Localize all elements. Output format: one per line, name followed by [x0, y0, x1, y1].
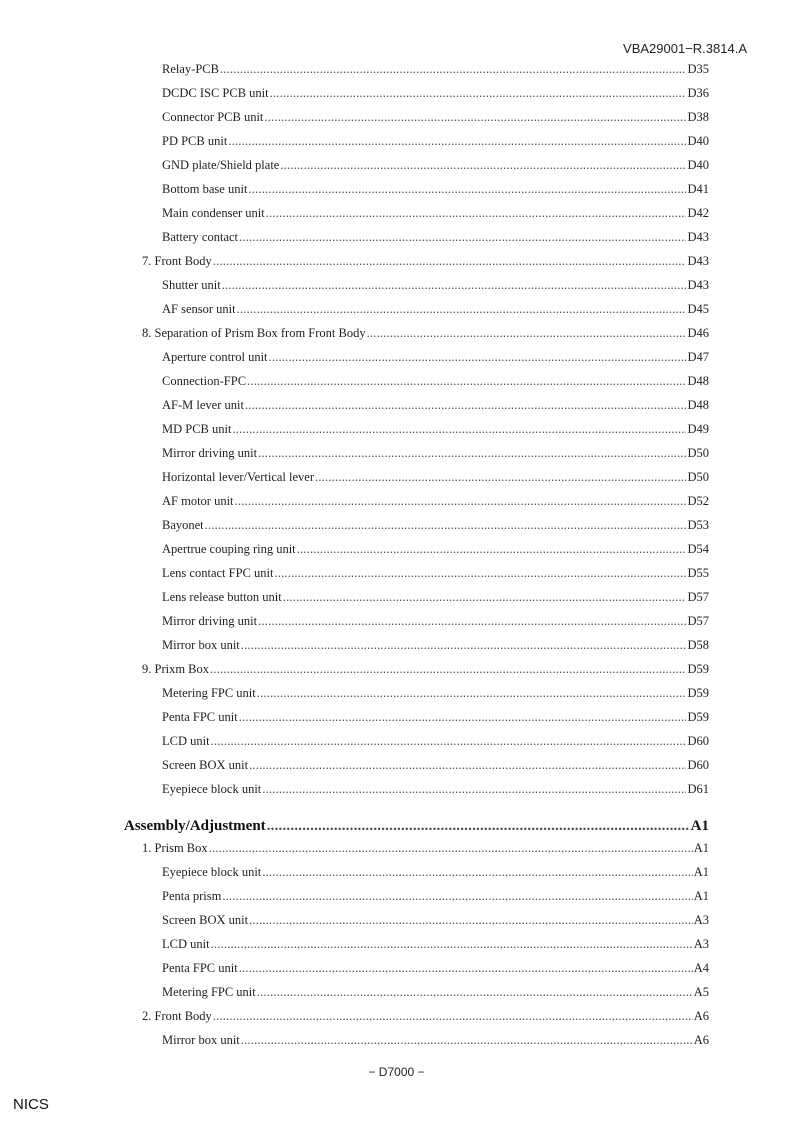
- toc-entry-label: Metering FPC unit: [162, 985, 256, 999]
- toc-entry-page: D58: [687, 638, 709, 652]
- toc-leader-dots: [222, 278, 687, 293]
- toc-entry-page: A1: [693, 889, 709, 903]
- toc-entry: [162, 638, 709, 653]
- toc-leader-dots: [213, 1009, 693, 1024]
- toc-entry-label: Eyepiece block unit: [162, 782, 262, 796]
- toc-entry-page: D49: [687, 422, 709, 436]
- toc-entry: [162, 913, 709, 928]
- toc-entry-page: D54: [687, 542, 709, 556]
- toc-entry-page: A3: [693, 913, 709, 927]
- toc-entry-label: GND plate/Shield plate: [162, 158, 280, 172]
- toc-leader-dots: [211, 937, 693, 952]
- toc-entry-page: D61: [687, 782, 709, 796]
- toc-leader-dots: [274, 566, 686, 581]
- toc-entry-label: Mirror driving unit: [162, 446, 258, 460]
- toc-entry: [162, 86, 709, 101]
- toc-entry-label: Lens contact FPC unit: [162, 566, 274, 580]
- toc-entry-label: Screen BOX unit: [162, 913, 249, 927]
- toc-entry: [162, 758, 709, 773]
- toc-entry-label: Main condenser unit: [162, 206, 265, 220]
- toc-entry-label: Lens release button unit: [162, 590, 282, 604]
- toc-entry: [162, 686, 709, 701]
- toc-leader-dots: [241, 1033, 693, 1048]
- toc-entry-label: 9. Prixm Box: [142, 662, 210, 676]
- page-footer-label: − D7000 −: [368, 1065, 425, 1079]
- toc-entry-page: A1: [690, 818, 709, 834]
- toc-leader-dots: [239, 230, 686, 245]
- toc-entry-label: Relay-PCB: [162, 62, 219, 76]
- toc-leader-dots: [315, 470, 686, 485]
- toc-chapter-entry: [142, 326, 709, 341]
- toc-leader-dots: [258, 446, 686, 461]
- toc-entry-page: D48: [687, 374, 709, 388]
- toc-leader-dots: [222, 889, 692, 904]
- toc-entry-label: Metering FPC unit: [162, 686, 256, 700]
- toc-leader-dots: [266, 206, 687, 221]
- toc-section-heading: [124, 818, 709, 835]
- toc-leader-dots: [245, 398, 687, 413]
- toc-entry: [162, 350, 709, 365]
- toc-entry-page: D57: [687, 614, 709, 628]
- toc-entry-page: D41: [687, 182, 709, 196]
- toc-entry-page: D36: [687, 86, 709, 100]
- toc-leader-dots: [235, 494, 687, 509]
- toc-entry-label: 8. Separation of Prism Box from Front Body: [142, 326, 366, 340]
- toc-entry-label: AF motor unit: [162, 494, 234, 508]
- toc-entry-label: AF sensor unit: [162, 302, 236, 316]
- toc-entry: [162, 110, 709, 125]
- toc-leader-dots: [209, 841, 693, 856]
- toc-entry-page: D60: [687, 758, 709, 772]
- toc-entry-page: D40: [687, 158, 709, 172]
- toc-entry: [162, 985, 709, 1000]
- toc-entry: [162, 710, 709, 725]
- toc-entry-label: Aperture control unit: [162, 350, 268, 364]
- toc-entry-label: LCD unit: [162, 734, 210, 748]
- toc-entry-label: Penta prism: [162, 889, 222, 903]
- toc-leader-dots: [269, 350, 687, 365]
- toc-entry: [162, 398, 709, 413]
- toc-entry-page: D50: [687, 446, 709, 460]
- toc-entry: [162, 590, 709, 605]
- toc-entry-page: D43: [687, 254, 709, 268]
- toc-leader-dots: [239, 961, 693, 976]
- toc-entry: [162, 1033, 709, 1048]
- toc-leader-dots: [247, 374, 686, 389]
- toc-entry: [162, 494, 709, 509]
- toc-entry-label: Horizontal lever/Vertical lever: [162, 470, 315, 484]
- toc-entry-label: Connector PCB unit: [162, 110, 264, 124]
- toc-leader-dots: [267, 818, 690, 835]
- toc-entry: [162, 446, 709, 461]
- toc-entry: [162, 182, 709, 197]
- toc-chapter-entry: [142, 254, 709, 269]
- toc-entry: [162, 889, 709, 904]
- toc-entry-label: Bayonet: [162, 518, 204, 532]
- toc-leader-dots: [258, 614, 686, 629]
- toc-leader-dots: [297, 542, 687, 557]
- toc-entry-label: 7. Front Body: [142, 254, 212, 268]
- toc-entry-page: D38: [687, 110, 709, 124]
- toc-entry: [162, 302, 709, 317]
- toc-entry-page: D53: [687, 518, 709, 532]
- toc-leader-dots: [264, 110, 686, 125]
- toc-entry: [162, 62, 709, 77]
- toc-entry-page: D46: [687, 326, 709, 340]
- toc-entry-page: A5: [693, 985, 709, 999]
- toc-entry-label: DCDC ISC PCB unit: [162, 86, 269, 100]
- toc-entry-label: AF-M lever unit: [162, 398, 244, 412]
- toc-entry-page: A6: [693, 1033, 709, 1047]
- toc-leader-dots: [257, 985, 693, 1000]
- toc-entry-label: Penta FPC unit: [162, 710, 238, 724]
- toc-entry-page: D59: [687, 686, 709, 700]
- toc-leader-dots: [210, 662, 686, 677]
- toc-entry-label: Shutter unit: [162, 278, 221, 292]
- toc-entry: [162, 158, 709, 173]
- toc-entry-label: MD PCB unit: [162, 422, 232, 436]
- toc-entry-label: Screen BOX unit: [162, 758, 249, 772]
- toc-entry: [162, 961, 709, 976]
- toc-entry-label: Mirror driving unit: [162, 614, 258, 628]
- toc-entry: [162, 470, 709, 485]
- toc-entry-label: LCD unit: [162, 937, 210, 951]
- toc-leader-dots: [248, 182, 686, 197]
- toc-entry-label: Penta FPC unit: [162, 961, 238, 975]
- toc-entry-page: D59: [687, 662, 709, 676]
- toc-entry: [162, 542, 709, 557]
- footer-brand: NICS: [13, 1096, 49, 1113]
- toc-entry-page: D52: [687, 494, 709, 508]
- toc-entry-page: D42: [687, 206, 709, 220]
- toc-leader-dots: [257, 686, 687, 701]
- toc-entry-label: Apertrue couping ring unit: [162, 542, 296, 556]
- toc-entry-page: A1: [693, 865, 709, 879]
- toc-leader-dots: [367, 326, 687, 341]
- toc-entry-label: PD PCB unit: [162, 134, 228, 148]
- toc-entry-page: D45: [687, 302, 709, 316]
- toc-entry-page: A6: [693, 1009, 709, 1023]
- document-id: VBA29001−R.3814.A: [623, 41, 747, 56]
- toc-entry-page: D59: [687, 710, 709, 724]
- toc-entry-label: 2. Front Body: [142, 1009, 212, 1023]
- toc-entry-page: D57: [687, 590, 709, 604]
- toc-entry: [162, 278, 709, 293]
- toc-leader-dots: [232, 422, 686, 437]
- toc-entry-page: A4: [693, 961, 709, 975]
- toc-entry-label: Bottom base unit: [162, 182, 248, 196]
- toc-entry: [162, 566, 709, 581]
- toc-chapter-entry: [142, 841, 709, 856]
- toc-leader-dots: [270, 86, 687, 101]
- toc-leader-dots: [262, 782, 686, 797]
- toc-entry-label: Eyepiece block unit: [162, 865, 262, 879]
- toc-leader-dots: [249, 758, 686, 773]
- toc-entry-page: A3: [693, 937, 709, 951]
- toc-entry: [162, 374, 709, 389]
- toc-entry-page: D43: [687, 230, 709, 244]
- toc-leader-dots: [237, 302, 687, 317]
- toc-entry-label: Assembly/Adjustment: [124, 818, 266, 834]
- toc-entry: [162, 614, 709, 629]
- toc-entry-page: D48: [687, 398, 709, 412]
- toc-chapter-entry: [142, 662, 709, 677]
- toc-entry-label: Mirror box unit: [162, 638, 240, 652]
- toc-entry: [162, 782, 709, 797]
- toc-entry: [162, 518, 709, 533]
- toc-leader-dots: [213, 254, 687, 269]
- toc-leader-dots: [241, 638, 687, 653]
- toc-entry-label: 1. Prism Box: [142, 841, 208, 855]
- toc-leader-dots: [205, 518, 687, 533]
- toc-leader-dots: [211, 734, 687, 749]
- toc-entry: [162, 206, 709, 221]
- toc-entry: [162, 865, 709, 880]
- toc-entry: [162, 937, 709, 952]
- toc-leader-dots: [280, 158, 686, 173]
- toc-entry-page: D50: [687, 470, 709, 484]
- toc-entry-label: Connection-FPC: [162, 374, 247, 388]
- toc-leader-dots: [283, 590, 687, 605]
- toc-leader-dots: [228, 134, 686, 149]
- toc-entry-page: D47: [687, 350, 709, 364]
- toc-leader-dots: [249, 913, 693, 928]
- toc-entry-page: D55: [687, 566, 709, 580]
- toc-entry-page: D35: [687, 62, 709, 76]
- toc-leader-dots: [239, 710, 687, 725]
- toc-entry-label: Mirror box unit: [162, 1033, 240, 1047]
- toc-entry: [162, 734, 709, 749]
- toc-leader-dots: [262, 865, 692, 880]
- toc-entry: [162, 422, 709, 437]
- toc-chapter-entry: [142, 1009, 709, 1024]
- toc-entry: [162, 134, 709, 149]
- toc-entry: [162, 230, 709, 245]
- toc-entry-page: D40: [687, 134, 709, 148]
- toc-entry-label: Battery contact: [162, 230, 239, 244]
- toc-entry-page: D60: [687, 734, 709, 748]
- toc-entry-page: A1: [693, 841, 709, 855]
- toc-entry-page: D43: [687, 278, 709, 292]
- toc-leader-dots: [220, 62, 687, 77]
